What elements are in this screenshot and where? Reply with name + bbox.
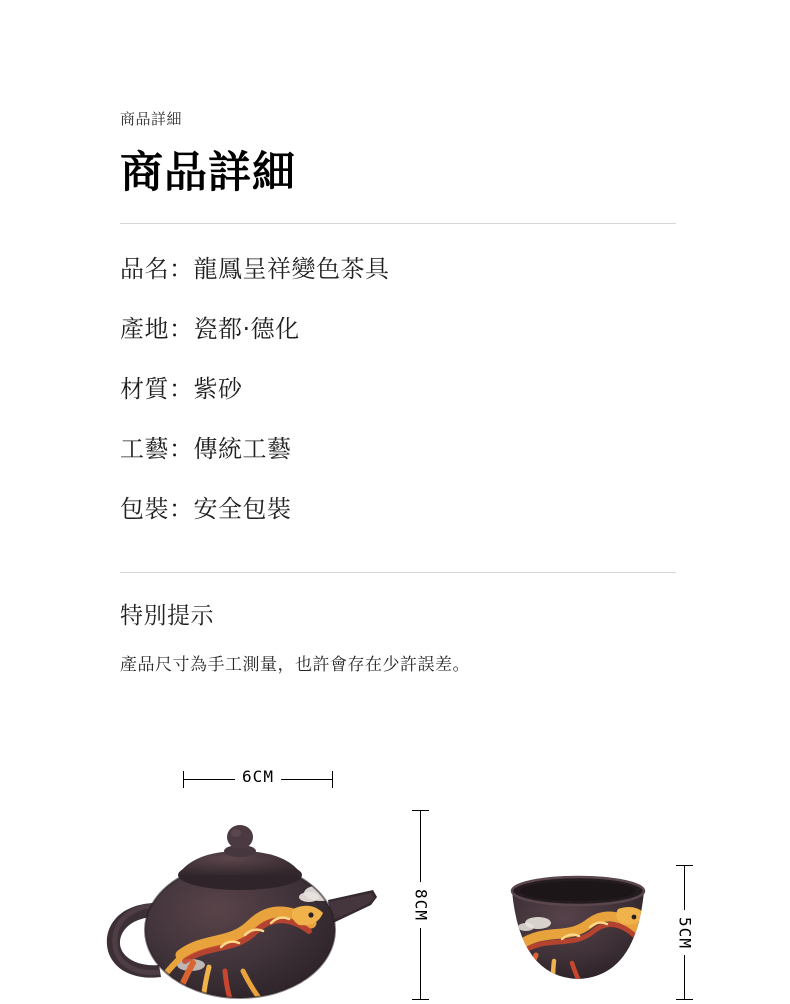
breadcrumb: 商品詳細 (120, 110, 183, 128)
teapot-width-dimension (183, 767, 333, 793)
spec-row: 材質：紫砂 (120, 375, 243, 404)
cup-illustration (498, 865, 658, 1000)
teapot-illustration (85, 805, 385, 1000)
divider-bottom (120, 572, 676, 573)
dimension-figure (0, 745, 790, 1000)
spec-row: 產地：瓷都·德化 (120, 315, 300, 344)
dimension-cap-left (183, 771, 184, 788)
spec-row: 工藝：傳統工藝 (120, 435, 292, 464)
spec-list (120, 254, 676, 524)
notice-text: 產品尺寸為手工測量，也許會存在少許誤差。 (120, 655, 470, 676)
page-title: 商品詳細 (120, 148, 296, 198)
dimension-cap-top (676, 865, 693, 866)
teapot-height-label: 8CM (412, 882, 431, 928)
dimension-cap-right (332, 771, 333, 788)
cup-height-dimension (672, 865, 698, 1000)
notice-title: 特別提示 (120, 603, 214, 630)
cup-height-label: 5CM (676, 910, 695, 956)
dimension-cap-top (412, 810, 429, 811)
detail-content (120, 110, 676, 675)
spec-row: 包裝：安全包裝 (120, 495, 292, 524)
divider-top (120, 223, 676, 224)
teapot-width-label: 6CM (235, 767, 281, 786)
spec-row: 品名：龍鳳呈祥變色茶具 (120, 255, 390, 284)
teapot-height-dimension (408, 810, 434, 1000)
